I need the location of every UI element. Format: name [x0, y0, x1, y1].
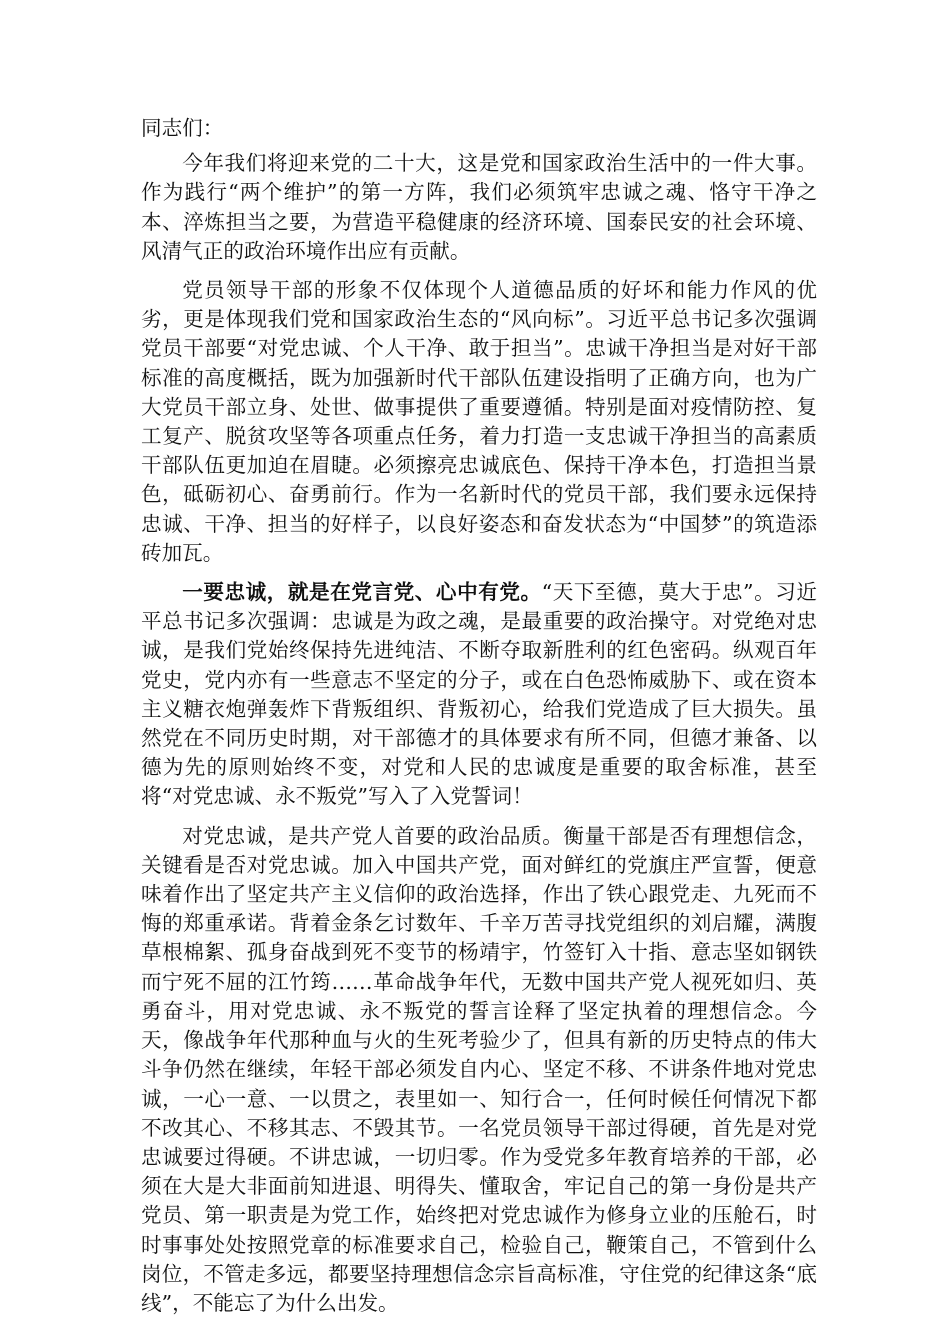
document-page: [141, 114, 817, 1318]
paragraph-2-text: 党员领导干部的形象不仅体现个人道德品质的好坏和能力作风的优劣，更是体现我们党和国家政治生态的“风向标”。习近平总书记多次强调党员干部要“对党忠诚、个人干净、敢于担当”。忠诚干净担当是对好干部标准的高度概括，既为加强新时代干部队伍建设指明了正确方向，也为广大党员干部立身、处世、做事提供了重要遵循。特别是面对疫情防控、复工复产、脱贫攻坚等各项重点任务，着力打造一支忠诚干净担当的高素质干部队伍更加迫在眉睫。必须擦亮忠诚底色、保持干净本色，打造担当景色，砥砺初心、奋勇前行。作为一名新时代的党员干部，我们要永远保持忠诚、干净、担当的好样子，以良好姿态和奋发状态为“中国梦”的筑造添砖加瓦。: [141, 278, 817, 565]
salutation: 同志们：: [141, 116, 224, 140]
paragraph-3-text: “天下至德，莫大于忠”。习近平总书记多次强调：忠诚是为政之魂，是最重要的政治操守。对党绝对忠诚，是我们党始终保持先进纯洁、不断夺取新胜利的红色密码。纵观百年党史，党内亦有一些意志不坚定的分子，或在白色恐怖威胁下、或在资本主义糖衣炮弹轰炸下背叛组织、背叛初心，给我们党造成了巨大损失。虽然党在不同历史时期，对干部德才的具体要求有所不同，但德才兼备、以德为先的原则始终不变，对党和人民的忠诚度是重要的取舍标准，甚至将“对党忠诚、永不叛党”写入了入党誓词！: [141, 580, 817, 809]
paragraph-4-text: 对党忠诚，是共产党人首要的政治品质。衡量干部是否有理想信念，关键看是否对党忠诚。加入中国共产党，面对鲜红的党旗庄严宣誓，便意味着作出了坚定共产主义信仰的政治选择，作出了铁心跟党走、九死而不悔的郑重承诺。背着金条乞讨数年、千辛万苦寻找党组织的刘启耀，满腹草根棉絮、孤身奋战到死不变节的杨靖宇，竹签钉入十指、意志坚如钢铁而宁死不屈的江竹筠……革命战争年代，无数中国共产党人视死如归、英勇奋斗，用对党忠诚、永不叛党的誓言诠释了坚定执着的理想信念。今天，像战争年代那种血与火的生死考验少了，但具有新的历史特点的伟大斗争仍然在继续，年轻干部必须发自内心、坚定不移、不讲条件地对党忠诚，一心一意、一以贯之，表里如一、知行合一，任何时候任何情况下都不改其心、不移其志、不毁其节。一名党员领导干部过得硬，首先是对党忠诚要过得硬。不讲忠诚，一切归零。作为受党多年教育培养的干部，必须在大是大非面前知进退、明得失、懂取舍，牢记自己的第一身份是共产党员、第一职责是为党工作，始终把对党忠诚作为修身立业的压舱石，时时事事处处按照党章的标准要求自己，检验自己，鞭策自己，不管到什么岗位，不管走多远，都要坚持理想信念宗旨高标准，守住党的纪律这条“底线”，不能忘了为什么出发。: [141, 823, 817, 1315]
paragraph-1: [141, 149, 817, 266]
paragraph-3-heading: 一要忠诚，就是在党言党、心中有党。: [182, 580, 542, 605]
paragraph-4: [141, 822, 817, 1318]
paragraph-1-text: 今年我们将迎来党的二十大，这是党和国家政治生活中的一件大事。作为践行“两个维护”的第一方阵，我们必须筑牢忠诚之魂、恪守干净之本、淬炼担当之要，为营造平稳健康的经济环境、国泰民安的社会环境、风清气正的政治环境作出应有贡献。: [141, 151, 817, 263]
paragraph-3: [141, 578, 817, 812]
paragraph-2: [141, 276, 817, 568]
